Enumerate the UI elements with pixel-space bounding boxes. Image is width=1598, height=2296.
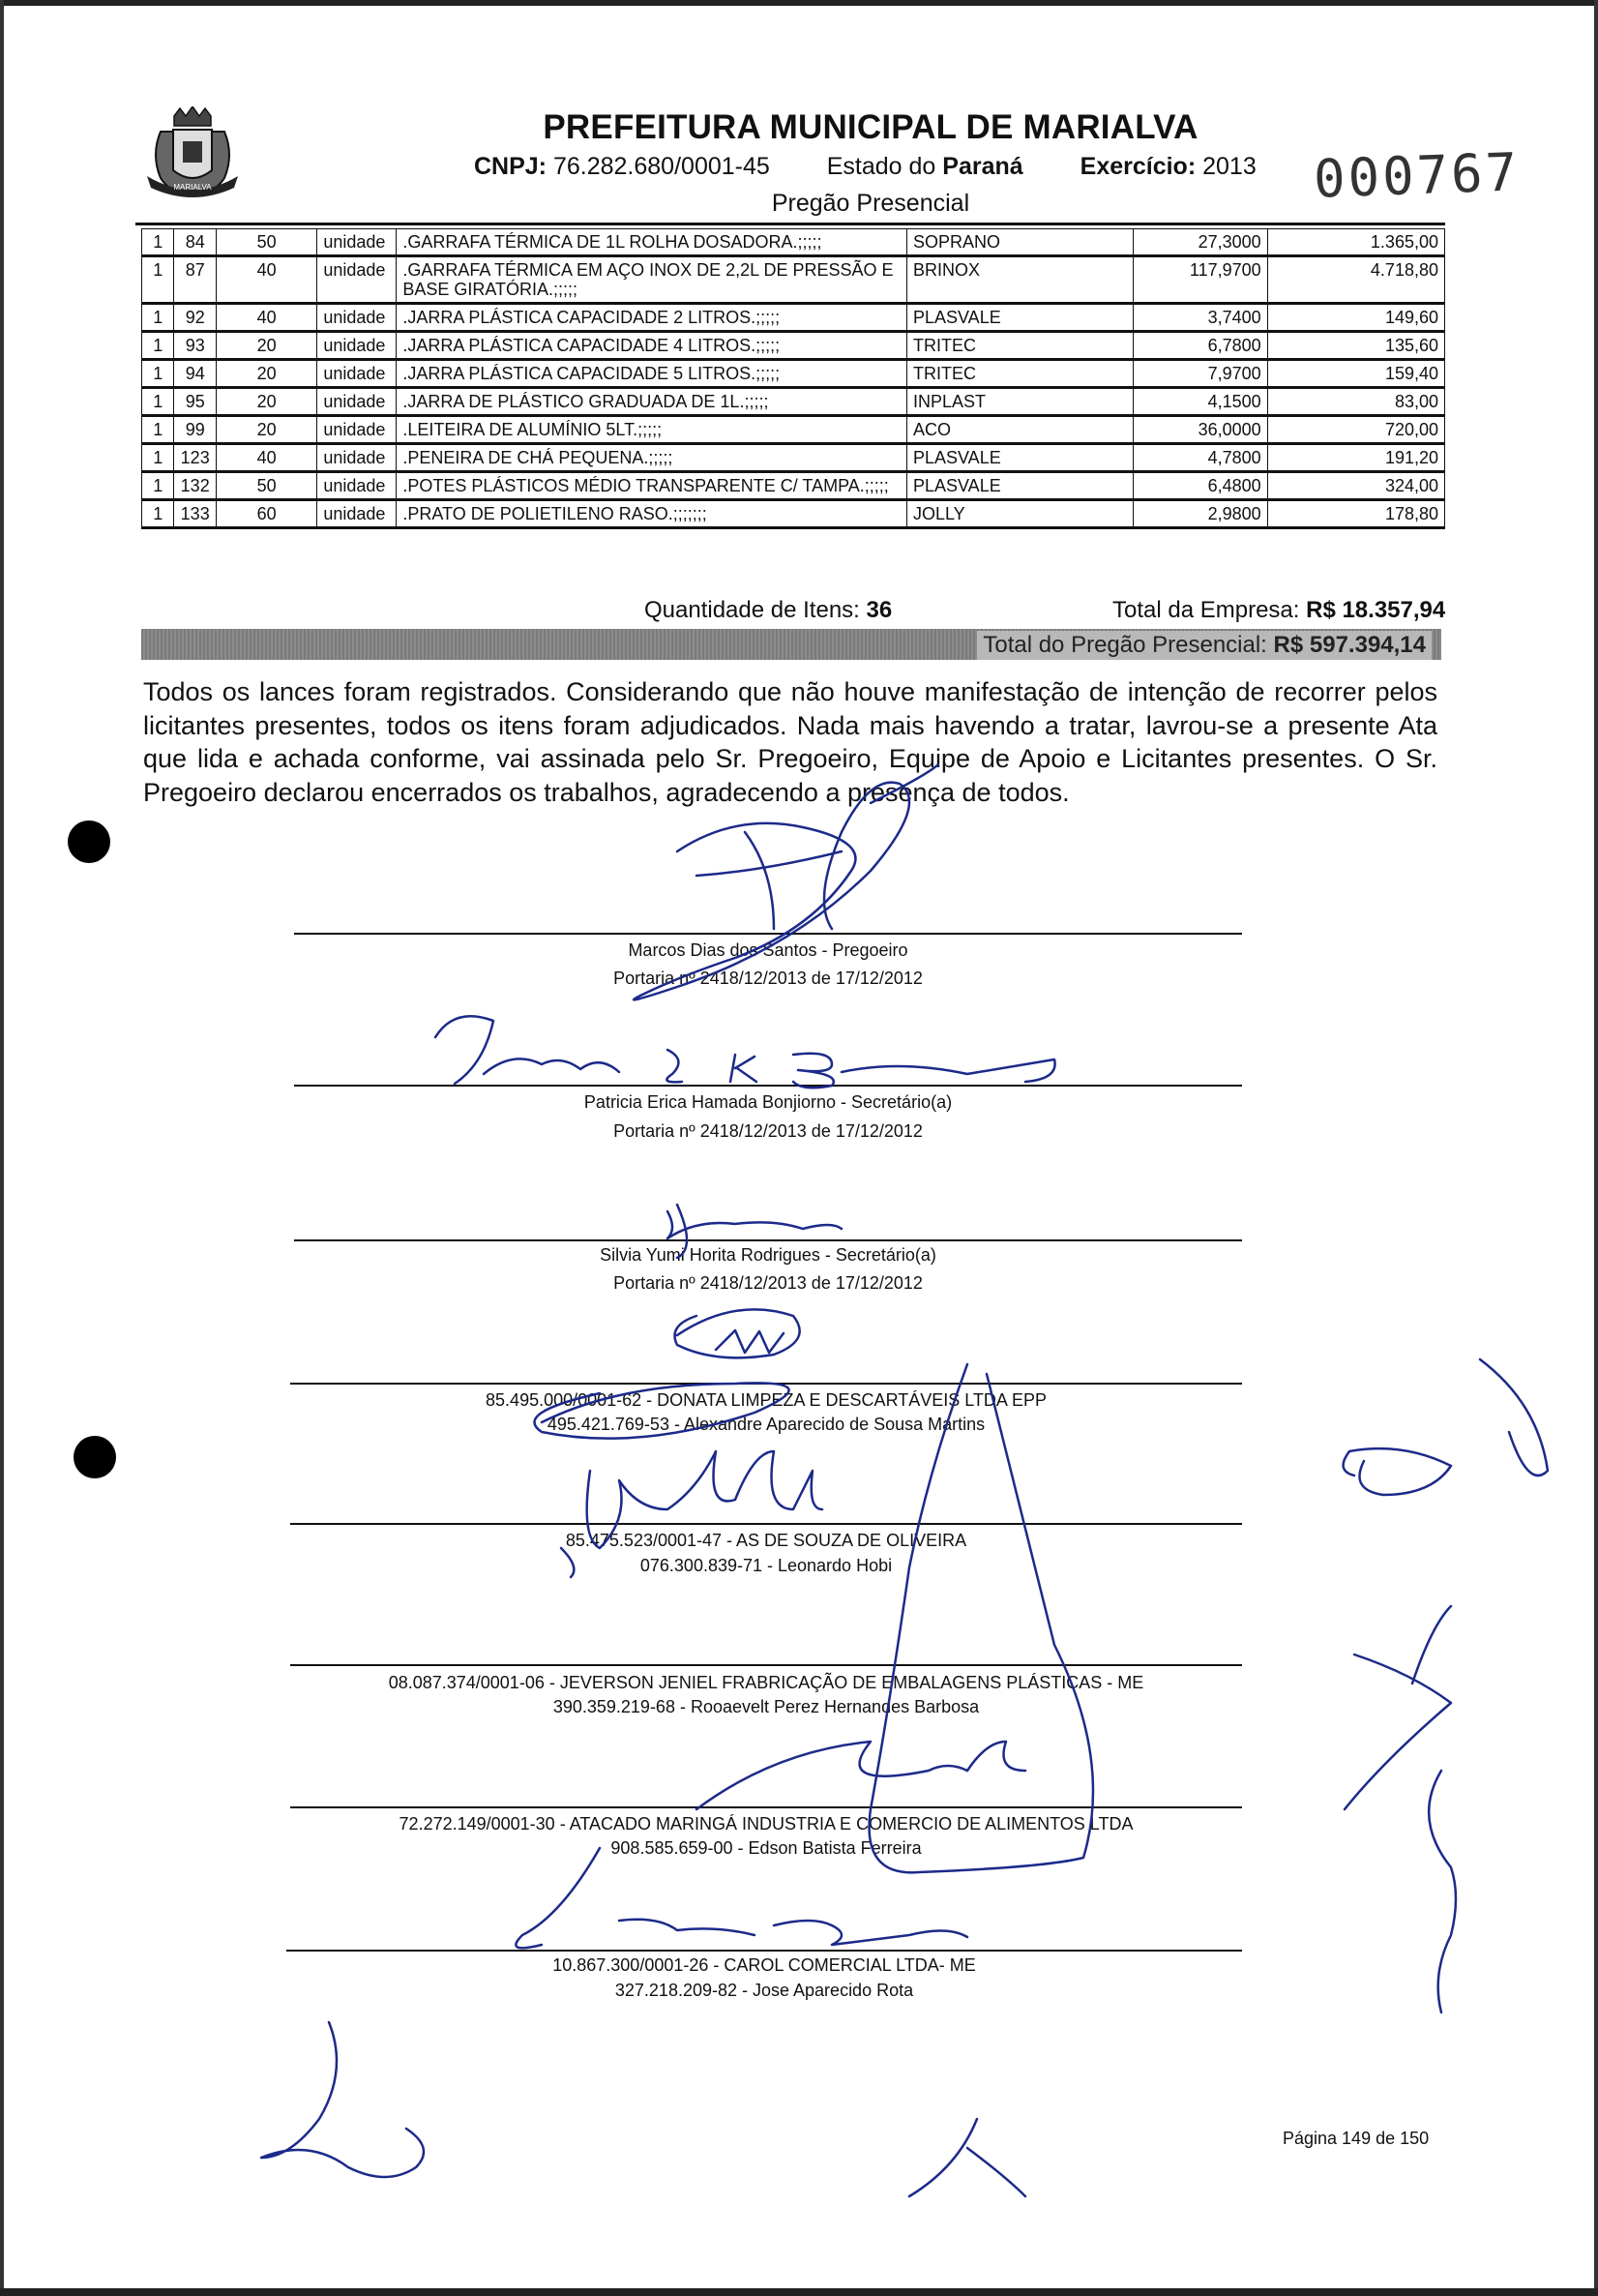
item-count-value: 36 <box>866 597 893 623</box>
signature-line <box>290 1383 1242 1385</box>
signature-name: Patricia Erica Hamada Bonjiorno - Secretário(a) <box>583 1092 953 1112</box>
signature-line <box>290 1806 1242 1808</box>
grand-total-value: R$ 597.394,14 <box>1273 632 1426 658</box>
signature-role: Portaria nº 2418/12/2013 de 17/12/2012 <box>613 1273 923 1293</box>
exercicio-value: 2013 <box>1202 153 1257 180</box>
signature-line <box>294 933 1242 935</box>
signature-name: Silvia Yumi Horita Rodrigues - Secretário(a) <box>600 1245 936 1265</box>
cell-item: 99 <box>174 416 217 444</box>
cell-marca: INPLAST <box>906 388 1133 416</box>
cell-unit: 27,3000 <box>1133 229 1267 256</box>
estado-label: Estado do <box>826 153 936 180</box>
cell-desc: .PENEIRA DE CHÁ PEQUENA.;;;;; <box>397 444 907 472</box>
signature-stroke <box>793 1054 834 1088</box>
cell-unit: 7,9700 <box>1133 360 1267 388</box>
signature-stroke <box>696 851 842 876</box>
handwritten-name: Bomdelli <box>677 1508 685 1510</box>
signature-representative: 495.421.769-53 - Alexandre Aparecido de Sousa Martins <box>547 1415 986 1434</box>
cell-qtd: 50 <box>217 472 317 500</box>
cell-item: 92 <box>174 304 217 332</box>
cell-lote: 1 <box>142 388 174 416</box>
signature-stroke <box>666 1050 682 1082</box>
cell-item: 133 <box>174 500 217 528</box>
cell-marca: PLASVALE <box>906 472 1133 500</box>
margin-initials <box>1344 1448 1451 1495</box>
scan-border-left <box>0 0 4 2296</box>
cell-unit: 4,7800 <box>1133 444 1267 472</box>
cell-qtd: 20 <box>217 416 317 444</box>
table-row <box>142 388 1445 416</box>
cell-marca: SOPRANO <box>906 229 1133 256</box>
page-stamp-number: 000767 <box>1312 141 1522 210</box>
signature-company: 08.087.374/0001-06 - JEVERSON JENIEL FRABRICAÇÃO DE EMBALAGENS PLÁSTICAS - ME <box>388 1673 1144 1692</box>
cell-lote: 1 <box>142 416 174 444</box>
signature-stroke <box>667 1211 842 1238</box>
signature-role: Portaria nº 2418/12/2013 de 17/12/2012 <box>613 1121 923 1141</box>
scan-border-right <box>1594 0 1598 2296</box>
grand-total <box>977 631 1432 660</box>
cell-total: 178,80 <box>1267 500 1444 528</box>
cell-qtd: 40 <box>217 444 317 472</box>
margin-initials <box>1480 1359 1548 1476</box>
signature-representative: 908.585.659-00 - Edson Batista Ferreira <box>610 1838 922 1858</box>
grand-total-bar <box>141 629 1441 660</box>
table-row <box>142 304 1445 332</box>
signature-stroke <box>774 1921 967 1945</box>
cell-desc: .GARRAFA TÉRMICA EM AÇO INOX DE 2,2L DE PRESSÃO E BASE GIRATÓRIA.;;;;; <box>397 256 907 304</box>
signature-line <box>286 1950 1242 1952</box>
item-count <box>644 597 892 624</box>
binder-hole <box>68 820 110 863</box>
cell-total: 191,20 <box>1267 444 1444 472</box>
cell-lote: 1 <box>142 256 174 304</box>
closing-paragraph: Todos os lances foram registrados. Considerando que não houve manifestação de intenção de recorrer pelos licitantes presentes, todos os itens foram adjudicados. Nada mais havendo a tratar, lavrou-se a presente Ata que lida e achada conforme, vai assinada pelo Sr. Pregoeiro, Equipe de Apoio e Licitantes presentes. O Sr. Pregoeiro declarou encerrados os trabalhos, agradecendo a presença de todos. <box>143 677 1437 807</box>
crest-banner-text: MARIALVA <box>173 183 212 192</box>
cell-qtd: 60 <box>217 500 317 528</box>
municipal-crest-icon <box>141 106 244 199</box>
table-row <box>142 444 1445 472</box>
cell-lote: 1 <box>142 444 174 472</box>
signature-stroke <box>745 832 774 929</box>
cell-un: unidade <box>317 444 397 472</box>
table-row <box>142 360 1445 388</box>
cell-qtd: 40 <box>217 304 317 332</box>
cell-item: 123 <box>174 444 217 472</box>
cell-un: unidade <box>317 332 397 360</box>
company-total-label: Total da Empresa: <box>1112 597 1300 623</box>
scan-border-top <box>0 0 1598 6</box>
cell-unit: 36,0000 <box>1133 416 1267 444</box>
estado-value: Paraná <box>942 153 1023 180</box>
signature-stroke <box>675 1309 800 1357</box>
signature-stroke <box>435 1016 493 1084</box>
cell-desc: .JARRA PLÁSTICA CAPACIDADE 2 LITROS.;;;;; <box>397 304 907 332</box>
cell-un: unidade <box>317 304 397 332</box>
cell-unit: 6,7800 <box>1133 332 1267 360</box>
cell-item: 95 <box>174 388 217 416</box>
cell-lote: 1 <box>142 304 174 332</box>
signature-stroke <box>634 783 909 1000</box>
signature-line <box>294 1239 1242 1241</box>
scan-border-bottom <box>0 2288 1598 2296</box>
table-row <box>142 472 1445 500</box>
grand-total-label: Total do Pregão Presencial: <box>983 632 1267 658</box>
header-info-line <box>474 153 1257 181</box>
cell-total: 159,40 <box>1267 360 1444 388</box>
page-number: Página 149 de 150 <box>1283 2129 1430 2148</box>
signature-name: Marcos Dias dos Santos - Pregoeiro <box>628 940 908 960</box>
margin-initials <box>1345 1606 1451 1809</box>
table-row <box>142 229 1445 256</box>
cell-total: 135,60 <box>1267 332 1444 360</box>
margin-initials <box>261 2022 424 2177</box>
signature-company: 72.272.149/0001-30 - ATACADO MARINGÁ INDUSTRIA E COMERCIO DE ALIMENTOS LTDA <box>399 1814 1134 1834</box>
cell-un: unidade <box>317 360 397 388</box>
signature-representative: 327.218.209-82 - Jose Aparecido Rota <box>614 1981 914 2000</box>
cell-item: 94 <box>174 360 217 388</box>
signature-line <box>290 1664 1242 1666</box>
cnpj-label: CNPJ: <box>474 153 547 180</box>
cell-un: unidade <box>317 388 397 416</box>
cell-unit: 117,9700 <box>1133 256 1267 304</box>
handwritten-name: Patricia E.K. Bonjiorno <box>851 1078 872 1080</box>
cnpj-value: 76.282.680/0001-45 <box>552 153 770 180</box>
table-row <box>142 500 1445 528</box>
signature-stroke <box>696 1742 967 1809</box>
cell-desc: .JARRA PLÁSTICA CAPACIDADE 4 LITROS.;;;;; <box>397 332 907 360</box>
cell-un: unidade <box>317 472 397 500</box>
items-table <box>141 228 1445 529</box>
cell-un: unidade <box>317 256 397 304</box>
company-total <box>1112 597 1445 624</box>
margin-initials <box>1429 1771 1456 2013</box>
header-subtitle: Pregão Presencial <box>771 190 970 217</box>
table-row <box>142 416 1445 444</box>
cell-item: 87 <box>174 256 217 304</box>
cell-unit: 4,1500 <box>1133 388 1267 416</box>
cell-item: 84 <box>174 229 217 256</box>
cell-unit: 6,4800 <box>1133 472 1267 500</box>
signature-stroke <box>842 1059 1055 1082</box>
cell-qtd: 40 <box>217 256 317 304</box>
signature-company: 85.495.000/0001-62 - DONATA LIMPEZA E DESCARTÁVEIS LTDA EPP <box>486 1390 1047 1410</box>
signature-stroke <box>870 1364 1093 1872</box>
cell-lote: 1 <box>142 500 174 528</box>
cell-qtd: 20 <box>217 360 317 388</box>
cell-marca: TRITEC <box>906 332 1133 360</box>
signature-stroke <box>619 1920 755 1935</box>
signature-representative: 076.300.839-71 - Leonardo Hobi <box>639 1556 893 1575</box>
cell-un: unidade <box>317 500 397 528</box>
cell-marca: PLASVALE <box>906 444 1133 472</box>
signature-company: 10.867.300/0001-26 - CAROL COMERCIAL LTDA- ME <box>552 1955 976 1975</box>
signature-line <box>290 1523 1242 1525</box>
cell-lote: 1 <box>142 472 174 500</box>
cell-marca: ACO <box>906 416 1133 444</box>
cell-total: 4.718,80 <box>1267 256 1444 304</box>
cell-lote: 1 <box>142 360 174 388</box>
signature-representative: 390.359.219-68 - Rooaevelt Perez Hernandes Barbosa <box>552 1697 980 1716</box>
cell-marca: PLASVALE <box>906 304 1133 332</box>
cell-desc: .JARRA PLÁSTICA CAPACIDADE 5 LITROS.;;;;; <box>397 360 907 388</box>
item-count-label: Quantidade de Itens: <box>644 597 860 623</box>
signature-stroke <box>516 1848 600 1948</box>
cell-desc: .JARRA DE PLÁSTICO GRADUADA DE 1L.;;;;; <box>397 388 907 416</box>
cell-item: 93 <box>174 332 217 360</box>
cell-unit: 2,9800 <box>1133 500 1267 528</box>
handwritten-name: Srodrigues <box>755 1220 764 1222</box>
cell-total: 149,60 <box>1267 304 1444 332</box>
cell-total: 83,00 <box>1267 388 1444 416</box>
margin-initials <box>909 2119 1025 2196</box>
items-table-body <box>142 229 1445 528</box>
table-row <box>142 256 1445 304</box>
exercicio-label: Exercício: <box>1080 153 1197 180</box>
cell-total: 1.365,00 <box>1267 229 1444 256</box>
cell-qtd: 20 <box>217 332 317 360</box>
cell-qtd: 20 <box>217 388 317 416</box>
company-total-value: R$ 18.357,94 <box>1306 597 1446 623</box>
signature-stroke <box>484 1059 619 1074</box>
table-row <box>142 332 1445 360</box>
cell-lote: 1 <box>142 332 174 360</box>
signature-stroke <box>716 1330 784 1353</box>
cell-total: 324,00 <box>1267 472 1444 500</box>
signature-company: 85.475.523/0001-47 - AS DE SOUZA DE OLIVEIRA <box>565 1531 967 1550</box>
cell-lote: 1 <box>142 229 174 256</box>
header-rule <box>135 223 1445 225</box>
cell-marca: BRINOX <box>906 256 1133 304</box>
signature-role: Portaria nº 2418/12/2013 de 17/12/2012 <box>613 969 923 988</box>
cell-item: 132 <box>174 472 217 500</box>
handwritten-name: Pascoa Rocco <box>735 1934 748 1936</box>
cell-marca: JOLLY <box>906 500 1133 528</box>
cell-total: 720,00 <box>1267 416 1444 444</box>
cell-desc: .LEITEIRA DE ALUMÍNIO 5LT.;;;;; <box>397 416 907 444</box>
signature-stroke <box>730 1055 756 1082</box>
cell-desc: .PRATO DE POLIETILENO RASO.;;;;;;; <box>397 500 907 528</box>
cell-desc: .GARRAFA TÉRMICA DE 1L ROLHA DOSADORA.;;;;; <box>397 229 907 256</box>
signature-stroke <box>967 1742 1025 1771</box>
signature-line <box>294 1085 1242 1087</box>
cell-un: unidade <box>317 416 397 444</box>
cell-un: unidade <box>317 229 397 256</box>
cell-unit: 3,7400 <box>1133 304 1267 332</box>
cell-marca: TRITEC <box>906 360 1133 388</box>
cell-qtd: 50 <box>217 229 317 256</box>
header-title: PREFEITURA MUNICIPAL DE MARIALVA <box>543 108 1198 146</box>
cell-desc: .POTES PLÁSTICOS MÉDIO TRANSPARENTE C/ TAMPA.;;;;; <box>397 472 907 500</box>
binder-hole <box>74 1436 116 1478</box>
